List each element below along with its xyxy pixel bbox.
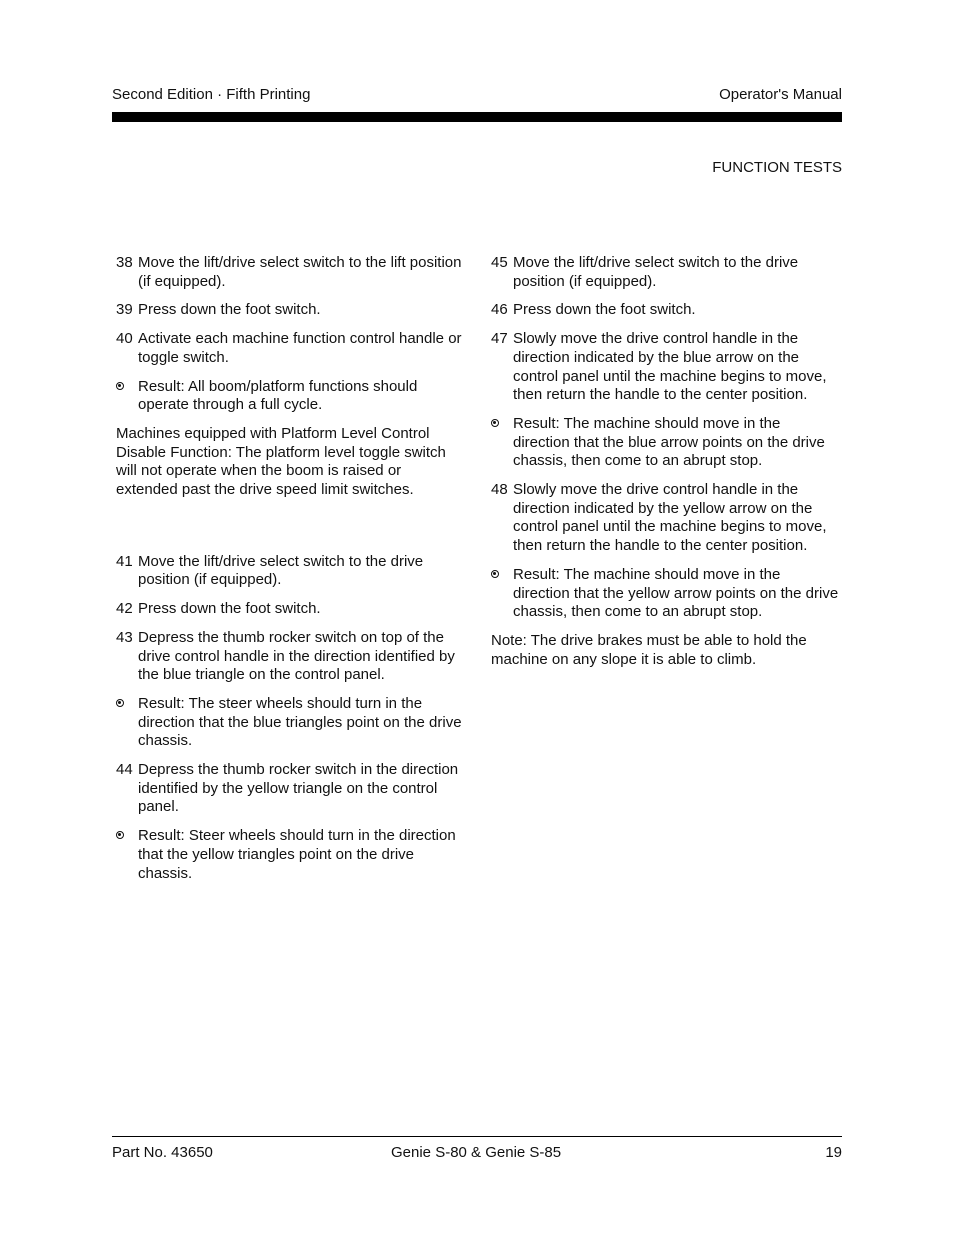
result-40 (116, 378, 464, 415)
result-target-icon (116, 699, 124, 707)
step-text: Press down the foot switch. (138, 600, 321, 618)
step-text: Depress the thumb rocker switch on top of the drive control handle in the direction identified by the blue triangle on the control panel. (138, 628, 455, 684)
step-41 (116, 553, 464, 590)
step-number: 45 (491, 254, 508, 271)
step-47 (491, 330, 839, 405)
step-text: Move the lift/drive select switch to the lift position (if equipped). (138, 254, 462, 290)
footer-page-number: 19 (825, 1144, 842, 1161)
step-45 (491, 254, 839, 291)
result-text: Result: Steer wheels should turn in the direction that the yellow triangles point on the drive chassis. (138, 827, 456, 882)
result-target-icon (116, 831, 124, 839)
footer-rule (112, 1136, 842, 1137)
step-46 (491, 301, 839, 320)
step-text: Press down the foot switch. (513, 301, 696, 319)
step-number: 44 (116, 761, 133, 779)
drive-brakes-note: Note: The drive brakes must be able to hold the machine on any slope it is able to climb. (491, 631, 807, 668)
result-text: Result: All boom/platform functions should operate through a full cycle. (138, 377, 418, 414)
step-text: Depress the thumb rocker switch in the direction identified by the yellow triangle on the control panel. (138, 761, 459, 816)
result-target-icon (491, 419, 499, 427)
step-number: 41 (116, 552, 133, 570)
header-manual-title: Operator's Manual (719, 86, 842, 103)
header-rule (112, 112, 842, 122)
step-text: Move the lift/drive select switch to the drive position (if equipped). (513, 254, 799, 290)
right-column (491, 254, 839, 679)
step-48 (491, 481, 839, 556)
result-48 (491, 566, 839, 622)
step-44 (116, 761, 464, 817)
left-column (116, 254, 464, 893)
step-39 (116, 301, 464, 320)
step-40 (116, 330, 464, 367)
step-text: Slowly move the drive control handle in the direction indicated by the yellow arrow on the control panel until the machine begins to move, then return the handle to the center position. (513, 481, 827, 555)
result-text: Result: The machine should move in the direction that the yellow arrow points on the drive chassis, then come to an abrupt stop. (513, 565, 839, 621)
step-number: 48 (491, 481, 508, 499)
step-number: 40 (116, 330, 133, 348)
step-text: Move the lift/drive select switch to the drive position (if equipped). (138, 552, 424, 589)
result-target-icon (116, 382, 124, 390)
step-43 (116, 629, 464, 685)
footer-models: Genie S-80 & Genie S-85 (391, 1144, 562, 1161)
step-38 (116, 254, 464, 291)
step-number: 38 (116, 254, 133, 271)
result-44 (116, 827, 464, 883)
step-text: Press down the foot switch. (138, 301, 321, 319)
step-number: 46 (491, 301, 508, 319)
result-target-icon (491, 570, 499, 578)
step-number: 43 (116, 628, 133, 646)
section-title: FUNCTION TESTS (712, 159, 842, 176)
step-42 (116, 600, 464, 619)
platform-level-note: Machines equipped with Platform Level Control Disable Function: The platform level toggle switch will not operate when the boom is raised or extended past the drive speed limit switches. (116, 424, 446, 499)
step-text: Activate each machine function control handle or toggle switch. (138, 330, 462, 366)
result-text: Result: The steer wheels should turn in the direction that the blue triangles point on the drive chassis. (138, 694, 462, 750)
header-edition: Second Edition · Fifth Printing (112, 86, 311, 103)
footer-part-number: Part No. 43650 (112, 1144, 213, 1161)
result-43 (116, 695, 464, 751)
step-text: Slowly move the drive control handle in the direction indicated by the blue arrow on the control panel until the machine begins to move, then return the handle to the center position. (513, 330, 827, 404)
result-text: Result: The machine should move in the direction that the blue arrow points on the drive chassis, then come to an abrupt stop. (513, 414, 825, 470)
result-47 (491, 415, 839, 471)
step-number: 42 (116, 600, 133, 618)
step-number: 39 (116, 301, 133, 319)
step-number: 47 (491, 330, 508, 348)
